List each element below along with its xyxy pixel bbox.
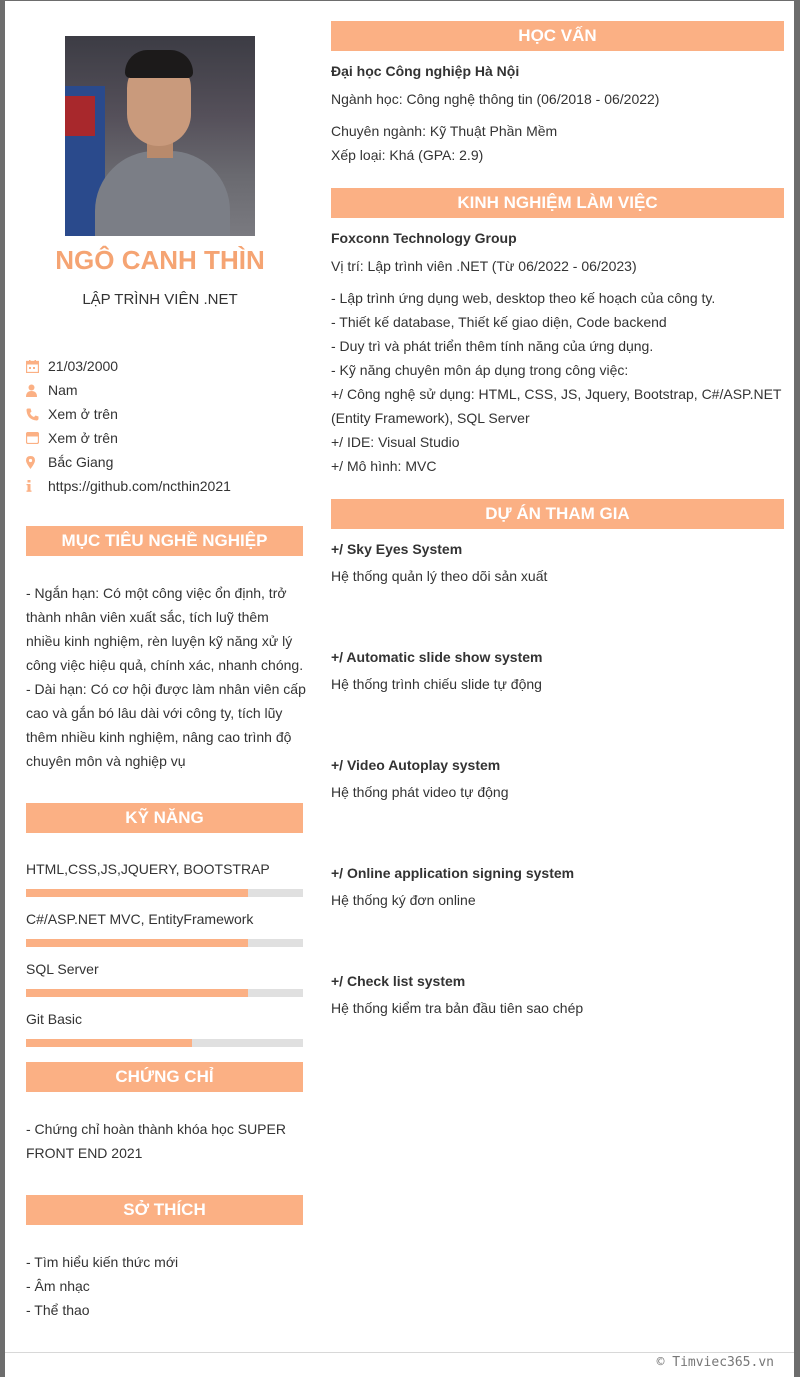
skill-bar <box>26 939 303 947</box>
certificates-heading: CHỨNG CHỈ <box>26 1062 303 1092</box>
experience-heading: KINH NGHIỆM LÀM VIỆC <box>331 188 784 218</box>
project-description: Hệ thống quản lý theo dõi sản xuất <box>331 568 548 584</box>
profile-photo <box>65 36 255 236</box>
objective-text <box>26 581 311 773</box>
project-title: +/ Video Autoplay system <box>331 757 501 773</box>
project-title: +/ Automatic slide show system <box>331 649 543 665</box>
experience-line: - Thiết kế database, Thiết kế giao diện, Code backend <box>331 314 667 330</box>
project-description: Hệ thống kiểm tra bản đầu tiên sao chép <box>331 1000 584 1016</box>
project-title: +/ Check list system <box>331 973 466 989</box>
objective-line: nhiều kinh nghiệm, rèn luyện kỹ năng xử lý <box>26 633 293 649</box>
objective-line: chuyên môn và nghiệp vụ <box>26 753 186 769</box>
person-icon <box>26 384 48 397</box>
candidate-name: NGÔ CANH THÌN <box>55 245 265 275</box>
school-name: Đại học Công nghiệp Hà Nội <box>331 63 520 79</box>
education-specialization: Chuyên ngành: Kỹ Thuật Phần Mềm <box>331 123 558 139</box>
email-icon <box>26 432 48 444</box>
objective-line: cao và gắn bó lâu dài với công ty, tích lũy <box>26 705 283 721</box>
project-item <box>331 753 784 804</box>
hobby-line: - Âm nhạc <box>26 1278 90 1294</box>
hobbies-text <box>26 1250 311 1322</box>
phone-icon <box>26 408 48 421</box>
objective-line: thêm nhiều kinh nghiệm, nâng cao trình độ <box>26 729 292 745</box>
phone-row <box>26 402 311 426</box>
project-description: Hệ thống trình chiếu slide tự động <box>331 676 542 692</box>
email-text: Xem ở trên <box>48 430 118 446</box>
education-rank: Xếp loại: Khá (GPA: 2.9) <box>331 147 484 163</box>
address-row <box>26 450 311 474</box>
info-icon <box>26 480 48 492</box>
skill-name: HTML,CSS,JS,JQUERY, BOOTSTRAP <box>26 861 270 877</box>
project-item <box>331 645 784 696</box>
experience-line: - Lập trình ứng dụng web, desktop theo kế hoạch của công ty. <box>331 290 716 306</box>
gender-text: Nam <box>48 382 78 398</box>
skill-name: C#/ASP.NET MVC, EntityFramework <box>26 911 254 927</box>
hobbies-heading: SỞ THÍCH <box>26 1195 303 1225</box>
skill-item <box>26 1009 303 1047</box>
project-item <box>331 861 784 912</box>
birthday-row <box>26 354 311 378</box>
experience-line: - Duy trì và phát triển thêm tính năng của ứng dụng. <box>331 338 654 354</box>
company-name: Foxconn Technology Group <box>331 230 517 246</box>
cv-page <box>5 1 794 1377</box>
skill-bar-fill <box>26 889 248 897</box>
address-text: Bắc Giang <box>48 454 114 470</box>
projects-heading: DỰ ÁN THAM GIA <box>331 499 784 529</box>
skill-item <box>26 859 303 897</box>
certificates-text <box>26 1117 311 1165</box>
objective-line: thành nhân viên xuất sắc, tích luỹ thêm <box>26 609 269 625</box>
objective-heading: MỤC TIÊU NGHỀ NGHIỆP <box>26 526 303 556</box>
calendar-icon <box>26 360 48 373</box>
skill-bar-fill <box>26 1039 192 1047</box>
hobby-line: - Tìm hiểu kiến thức mới <box>26 1254 179 1270</box>
location-icon <box>26 456 48 469</box>
phone-text: Xem ở trên <box>48 406 118 422</box>
project-description: Hệ thống phát video tự động <box>331 784 509 800</box>
footer-divider <box>5 1352 794 1353</box>
experience-line: (Entity Framework), SQL Server <box>331 410 530 426</box>
objective-line: - Dài hạn: Có cơ hội được làm nhân viên cấp <box>26 681 306 697</box>
experience-block <box>331 226 784 478</box>
project-item <box>331 537 784 588</box>
project-title: +/ Sky Eyes System <box>331 541 463 557</box>
education-major: Ngành học: Công nghệ thông tin (06/2018 - 06/2022) <box>331 91 660 107</box>
skill-item <box>26 909 303 947</box>
skill-bar-fill <box>26 989 248 997</box>
contact-info <box>26 354 311 498</box>
skill-bar <box>26 1039 303 1047</box>
skills-heading: KỸ NĂNG <box>26 803 303 833</box>
job-title: LẬP TRÌNH VIÊN .NET <box>82 291 238 308</box>
certificate-line: - Chứng chỉ hoàn thành khóa học SUPER <box>26 1121 286 1137</box>
gender-row <box>26 378 311 402</box>
project-title: +/ Online application signing system <box>331 865 575 881</box>
birthday-text: 21/03/2000 <box>48 358 119 374</box>
hobby-line: - Thể thao <box>26 1302 90 1318</box>
project-item <box>331 969 784 1020</box>
skill-name: SQL Server <box>26 961 99 977</box>
certificate-line: FRONT END 2021 <box>26 1145 143 1161</box>
experience-line: +/ Công nghệ sử dụng: HTML, CSS, JS, Jquery, Bootstrap, C#/ASP.NET <box>331 386 782 402</box>
website-row <box>26 474 311 498</box>
education-heading: HỌC VẤN <box>331 21 784 51</box>
skill-bar <box>26 989 303 997</box>
experience-line: - Kỹ năng chuyên môn áp dụng trong công việc: <box>331 362 629 378</box>
skill-bar-fill <box>26 939 248 947</box>
skill-bar <box>26 889 303 897</box>
project-description: Hệ thống ký đơn online <box>331 892 476 908</box>
email-row <box>26 426 311 450</box>
objective-line: - Ngắn hạn: Có một công việc ổn định, trở <box>26 585 287 601</box>
education-block <box>331 59 784 167</box>
skill-item <box>26 959 303 997</box>
objective-line: công việc hiệu quả, chính xác, nhanh chóng. <box>26 657 304 673</box>
website-text: https://github.com/ncthin2021 <box>48 478 231 494</box>
experience-line: +/ IDE: Visual Studio <box>331 434 460 450</box>
skill-name: Git Basic <box>26 1011 83 1027</box>
footer-copyright: © Timviec365.vn <box>656 1355 774 1370</box>
experience-position: Vị trí: Lập trình viên .NET (Từ 06/2022 - 06/2023) <box>331 258 637 274</box>
experience-line: +/ Mô hình: MVC <box>331 458 437 474</box>
